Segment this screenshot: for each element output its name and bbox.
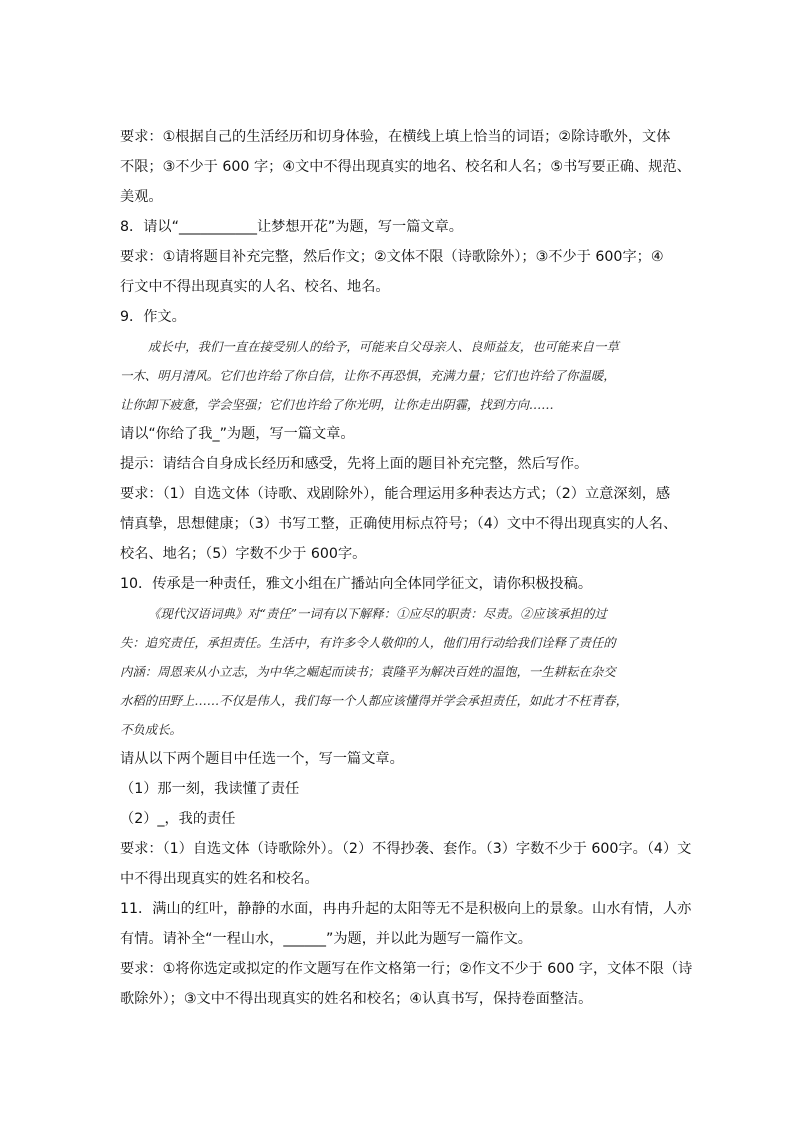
text-line: 请从以下两个题目中任选一个，写一篇文章。 <box>120 751 404 767</box>
text-line: 请以“你给了我_”为题，写一篇文章。 <box>120 426 355 442</box>
question-10-title: 10．传承是一种责任，雅文小组在广播站向全体同学征文，请你积极投稿。 <box>120 576 593 592</box>
text-line: 要求：（1）自选文体（诗歌、戏剧除外），能合理运用多种表达方式；（2）立意深刻，感 <box>120 486 671 502</box>
text-line: 歌除外）；③文中不得出现真实的姓名和校名；④认真书写，保持卷面整洁。 <box>120 991 593 1007</box>
material-line: 成长中，我们一直在接受别人的给予，可能来自父母亲人、良师益友，也可能来自一草 <box>148 339 619 354</box>
document-page <box>120 122 700 1014</box>
text-line: 提示：请结合自身成长经历和感受，先将上面的题目补充完整，然后写作。 <box>120 456 589 472</box>
material-line: 内涵：周恩来从小立志，为中华之崛起而读书；袁隆平为解决百姓的温饱，一生耕耘在杂交 <box>120 664 616 679</box>
text-line: 校名、地名；（5）字数不少于 600字。 <box>120 546 367 562</box>
material-line: 让你卸下疲惫，学会坚强；它们也许给了你光明，让你走出阴霾，找到方向…… <box>120 397 554 412</box>
question-11-title: 11．满山的红叶，静静的水面，冉冉升起的太阳等无不是积极向上的景象。山水有情，人亦 <box>120 901 692 917</box>
text-line: 行文中不得出现真实的人名、校名、地名。 <box>120 279 390 295</box>
text-line: 情真挚，思想健康；（3）书写工整，正确使用标点符号；（4）文中不得出现真实的人名、 <box>120 516 678 532</box>
material-line: 不负成长。 <box>120 722 182 737</box>
topic-option-2: （2）_，我的责任 <box>120 811 236 827</box>
material-line: 水稻的田野上……不仅是伟人，我们每一个人都应该懂得并学会承担责任，如此才不枉青春， <box>120 693 629 708</box>
text-line: 中不得出现真实的姓名和校名。 <box>120 871 319 887</box>
text-line: 要求：①根据自己的生活经历和切身体验，在横线上填上恰当的词语；②除诗歌外，文体 <box>120 129 671 145</box>
material-line: 失：追究责任，承担责任。生活中，有许多令人敬仰的人，他们用行动给我们诠释了责任的 <box>120 635 616 650</box>
question-8-title: 8．请以“___________让梦想开花”为题，写一篇文章。 <box>120 219 463 235</box>
material-line: 一木、明月清风。它们也许给了你自信，让你不再恐惧，充满力量；它们也许给了你温暖， <box>120 368 616 383</box>
text-line: 要求：①将你选定或拟定的作文题写在作文格第一行；②作文不少于 600 字，文体不限（诗 <box>120 961 693 977</box>
topic-option-1: （1）那一刻，我读懂了责任 <box>120 781 300 797</box>
text-line: 有情。请补全“一程山水，______”为题，并以此为题写一篇作文。 <box>120 931 532 947</box>
text-line: 不限；③不少于 600 字；④文中不得出现真实的地名、校名和人名；⑤书写要正确、规范、 <box>120 159 691 175</box>
text-line: 要求：①请将题目补充完整，然后作文；②文体不限（诗歌除外）；③不少于 600字；④ <box>120 249 664 265</box>
question-9-title: 9．作文。 <box>120 309 186 325</box>
text-line: 美观。 <box>120 189 163 205</box>
material-line: 《现代汉语词典》对“责任”一词有以下解释：①应尽的职责：尽责。②应该承担的过 <box>148 606 607 621</box>
text-line: 要求：（1）自选文体（诗歌除外）。（2）不得抄袭、套作。（3）字数不少于 600字。（4）文 <box>120 841 692 857</box>
